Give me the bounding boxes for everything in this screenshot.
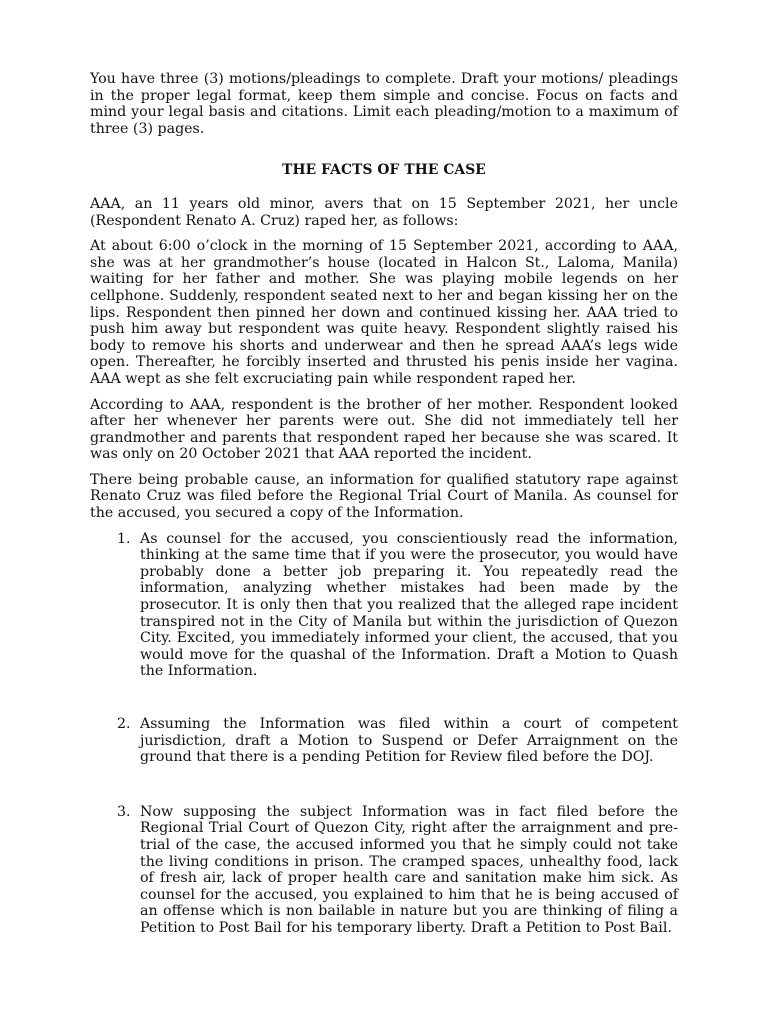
task-list bbox=[90, 531, 678, 937]
fact-paragraph: There being probable cause, an information for qualified statutory rape against Renato Cruz was filed before the Regional Trial Court of Manila. As counsel for the accused, you secured a copy of the Information. bbox=[90, 471, 678, 522]
task-item bbox=[90, 804, 678, 937]
fact-paragraph: At about 6:00 o’clock in the morning of 15 September 2021, according to AAA, she was at her grandmother’s house (located in Halcon St., Laloma, Manila) waiting for her father and mother. She was playing mobile legends on her cellphone. Suddenly, respondent seated next to her and began kissing her on the lips. Respondent then pinned her down and continued kissing her. AAA tried to push him away but respondent was quite heavy. Respondent slightly raised his body to remove his shorts and underwear and then he spread AAA’s legs wide open. Thereafter, he forcibly inserted and thrusted his penis inside her vagina. AAA wept as she felt excruciating pain while respondent raped her. bbox=[90, 238, 678, 387]
task-number: 2. bbox=[117, 716, 131, 732]
document-body bbox=[90, 71, 678, 972]
task-item bbox=[90, 531, 678, 680]
task-number: 1. bbox=[117, 530, 131, 547]
task-text: As counsel for the accused, you conscientiously read the information, thinking at the same time that if you were the prosecutor, you would have probably done a better job preparing it. You repeatedly read the information, analyzing whether mistakes had been made by the prosecutor. It is only then that you realized that the alleged rape incident transpired not in the City of Manila but within the jurisdiction of Quezon City. Excited, you immediately informed your client, the accused, that you would move for the quashal of the Information. Draft a Motion to Quash the Information. bbox=[140, 530, 678, 680]
fact-paragraph: According to AAA, respondent is the brother of her mother. Respondent looked after her whenever her parents were out. She did not immediately tell her grandmother and parents that respondent raped her because she was scared. It was only on 20 October 2021 that AAA reported the incident. bbox=[90, 396, 678, 463]
task-text: Now supposing the subject Information was in fact filed before the Regional Trial Court of Quezon City, right after the arraignment and pre-trial of the case, the accused informed you that he simply could not take the living conditions in prison. The cramped spaces, unhealthy food, lack of fresh air, lack of proper health care and sanitation make him sick. As counsel for the accused, you explained to him that he is being accused of an offense which is non bailable in nature but you are thinking of filing a Petition to Post Bail for his temporary liberty. Draft a Petition to Post Bail. bbox=[140, 803, 678, 936]
task-number: 3. bbox=[117, 803, 131, 820]
fact-paragraph: AAA, an 11 years old minor, avers that on 15 September 2021, her uncle (Respondent Renato A. Cruz) raped her, as follows: bbox=[90, 195, 678, 229]
task-item bbox=[90, 716, 678, 766]
intro-paragraph: You have three (3) motions/pleadings to complete. Draft your motions/ pleadings in the proper legal format, keep them simple and concise. Focus on facts and mind your legal basis and citations. Limit each pleading/motion to a maximum of three (3) pages. bbox=[90, 71, 678, 137]
task-text: Assuming the Information was filed within a court of competent jurisdiction, draft a Motion to Suspend or Defer Arraignment on the ground that there is a pending Petition for Review filed before the DOJ. bbox=[140, 716, 678, 766]
section-title: THE FACTS OF THE CASE bbox=[282, 162, 486, 179]
